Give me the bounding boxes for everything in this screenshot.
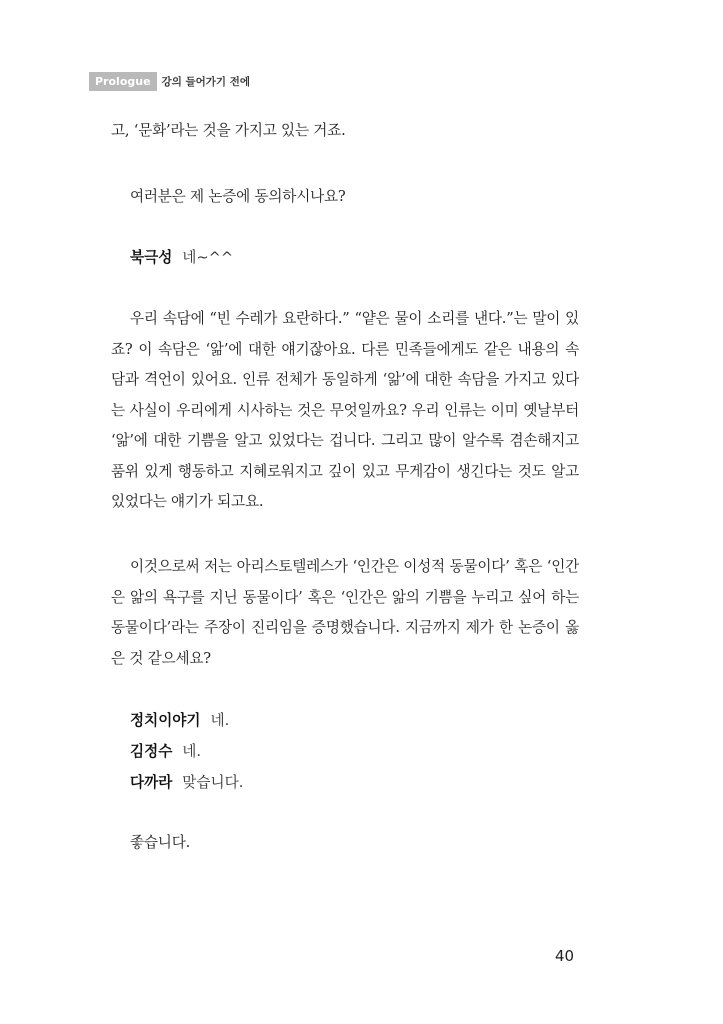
dialogue-line [130,737,201,767]
speaker-name: 김정수 [130,743,173,760]
chapter-title: 강의 들어가기 전에 [161,76,251,88]
paragraph-question: 여러분은 제 논증에 동의하시나요? [130,188,346,205]
paragraph-closing: 좋습니다. [130,834,191,851]
paragraph-continuation: 고, ‘문화’라는 것을 가지고 있는 거죠. [111,122,346,139]
speaker-reply: 네~^^ [182,249,234,266]
dialogue-line [130,243,233,273]
chapter-label: Prologue [89,72,157,91]
speaker-name: 정치이야기 [130,712,201,729]
paragraph-proverb: 우리 속담에 “빈 수레가 요란하다.” “얕은 물이 소리를 낸다.”는 말이 있죠? 이 속담은 ‘앎’에 대한 얘기잖아요. 다른 민족들에게도 같은 내용의 속담과 격언이 있어요. 인류 전체가 동일하게 ‘앎’에 대한 속담을 가지고 있다는 사실이 우리에게 시사하는 것은 무엇일까요? 우리 인류는 이미 옛날부터 ‘앎’에 대한 기쁨을 알고 있었다는 겁니다. 그리고 많이 알수록 겸손해지고 품위 있게 행동하고 지혜로워지고 깊이 있고 무게감이 생긴다는 것도 알고 있었다는 얘기가 되고요. [111,310,579,510]
speaker-reply: 네. [210,712,230,729]
dialogue-line [130,706,229,736]
speaker-reply: 네. [182,743,202,760]
page-number: 40 [555,947,575,965]
speaker-name: 북극성 [130,249,173,266]
paragraph-argument: 이것으로써 저는 아리스토텔레스가 ‘인간은 이성적 동물이다’ 혹은 ‘인간은 앎의 욕구를 지닌 동물이다’ 혹은 ‘인간은 앎의 기쁨을 누리고 싶어 하는 동물이다’라는 주장이 진리임을 증명했습니다. 지금까지 제가 한 논증이 옳은 것 같으세요? [111,558,579,667]
dialogue-line [130,768,243,798]
speaker-name: 다까라 [130,774,173,791]
speaker-reply: 맞습니다. [182,774,244,791]
running-header [89,72,250,91]
